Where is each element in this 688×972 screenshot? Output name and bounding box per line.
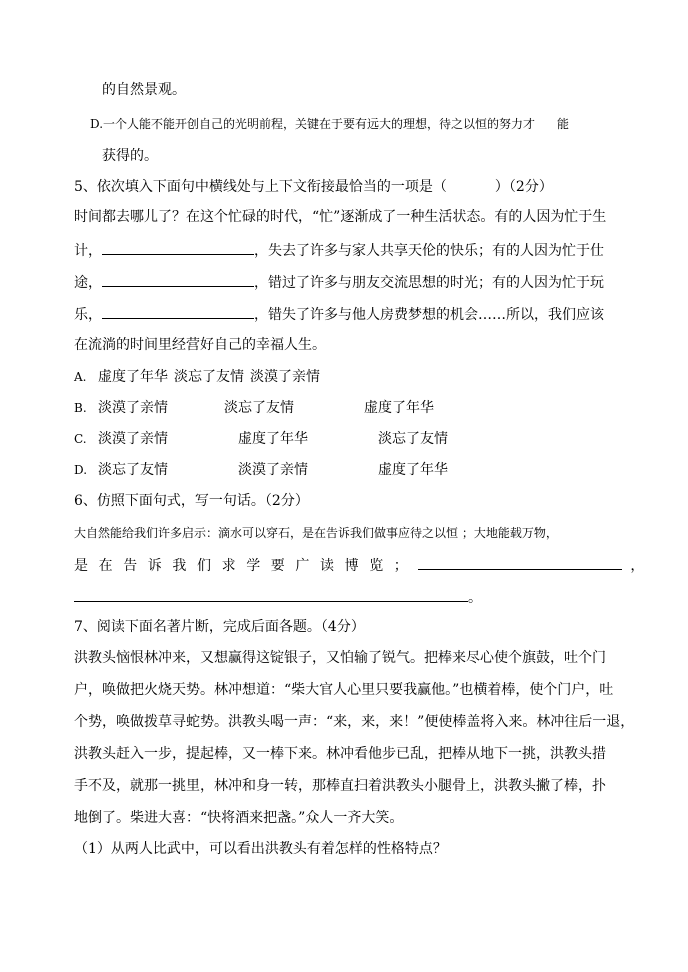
passage-line: 在流淌的时间里经营好自己的幸福人生。 bbox=[74, 337, 326, 353]
passage-line: 手不及，就那一挑里，林冲和身一转，那棒直扫着洪教头小腿骨上，洪教头撇了棒，扑 bbox=[74, 778, 606, 794]
fill-blank-1[interactable] bbox=[102, 240, 254, 255]
option-b[interactable] bbox=[74, 398, 434, 418]
option-part: 淡忘了友情 bbox=[98, 462, 168, 478]
option-part: 淡漠了亲情 bbox=[238, 462, 308, 478]
option-label: C. bbox=[74, 432, 87, 446]
passage-text: 途， bbox=[74, 275, 102, 291]
option-d-line bbox=[90, 114, 569, 134]
passage-line: 地倒了。柴进大喜：“快将酒来把盏。”众人一齐大笑。 bbox=[74, 810, 404, 826]
passage-line: 洪教头赶入一步，提起棒，又一棒下来。林冲看他步已乱，把棒从地下一挑，洪教头措 bbox=[74, 746, 606, 762]
option-part: 淡漠了亲情 bbox=[98, 400, 168, 416]
question-6-line bbox=[74, 555, 644, 576]
option-label: B. bbox=[74, 401, 87, 415]
passage-text: ，错过了许多与朋友交流思想的时光；有的人因为忙于玩 bbox=[254, 275, 604, 291]
passage-line: 时间都去哪儿了？在这个忙碌的时代，“忙”逐渐成了一种生活状态。有的人因为忙于生 bbox=[74, 209, 607, 225]
question-5-stem-suffix: ）（2分） bbox=[494, 179, 553, 195]
option-label: A. bbox=[74, 370, 87, 384]
passage-text: ，错失了许多与他人房费梦想的机会……所以，我们应该 bbox=[254, 307, 604, 323]
punctuation: 。 bbox=[468, 590, 482, 606]
passage-line: 户，唤做把火烧天势。林冲想道：“柴大官人心里只要我赢他。”也横着棒，使个门户，吐 bbox=[74, 682, 614, 698]
option-label: D. bbox=[74, 463, 88, 477]
option-d-tail: 能 bbox=[557, 117, 570, 131]
question-6-line bbox=[74, 587, 482, 608]
option-part: 淡漠了亲情 bbox=[250, 369, 320, 385]
passage-line: 个势，唤做拨草寻蛇势。洪教头喝一声：“来，来，来！”便使棒盖将入来。林冲往后一退， bbox=[74, 714, 635, 730]
option-d-text: D.一个人能不能开创自己的光明前程，关键在于要有远大的理想，待之以恒的努力才 bbox=[90, 117, 536, 131]
option-d[interactable] bbox=[74, 460, 448, 480]
option-a[interactable] bbox=[74, 367, 320, 387]
option-part: 淡忘了友情 bbox=[378, 431, 448, 447]
option-part: 淡忘了友情 bbox=[224, 400, 294, 416]
answer-blank-2[interactable] bbox=[74, 587, 468, 602]
passage-line bbox=[74, 272, 604, 293]
question-7-subquestion-1: （1）从两人比武中，可以看出洪教头有着怎样的性格特点？ bbox=[74, 841, 447, 857]
passage-text: 计， bbox=[74, 243, 102, 259]
fill-blank-3[interactable] bbox=[102, 304, 254, 319]
question-6-stem: 6、仿照下面句式，写一句话。（2分） bbox=[74, 493, 309, 509]
passage-line bbox=[74, 240, 604, 261]
option-part: 淡忘了友情 bbox=[174, 369, 244, 385]
passage-line: 洪教头恼恨林冲来，又想赢得这锭银子，又怕输了锐气。把棒来尽心使个旗鼓，吐个门 bbox=[74, 650, 606, 666]
passage-line bbox=[74, 304, 604, 325]
fill-blank-2[interactable] bbox=[102, 272, 254, 287]
question-6-example: 大自然能给我们许多启示：滴水可以穿石，是在告诉我们做事应待之以恒 ；大地能载万物， bbox=[74, 526, 558, 540]
option-part: 虚度了年华 bbox=[98, 369, 168, 385]
option-d-continuation: 获得的。 bbox=[102, 148, 158, 164]
question-7-stem: 7、阅读下面名著片断，完成后面各题。（4分） bbox=[74, 619, 365, 635]
option-part: 虚度了年华 bbox=[378, 462, 448, 478]
previous-option-continuation: 的自然景观。 bbox=[102, 82, 186, 98]
option-part: 虚度了年华 bbox=[238, 431, 308, 447]
option-part: 淡漠了亲情 bbox=[98, 431, 168, 447]
answer-blank-1[interactable] bbox=[418, 555, 622, 570]
question-6-prompt: 是在告诉我们求学要广读博览； bbox=[74, 558, 419, 574]
question-5-stem-prefix: 5、依次填入下面句中横线处与上下文衔接最恰当的一项是（ bbox=[74, 179, 447, 195]
punctuation: ， bbox=[630, 558, 645, 574]
option-part: 虚度了年华 bbox=[364, 400, 434, 416]
question-5-stem bbox=[74, 177, 553, 197]
passage-text: ，失去了许多与家人共享天伦的快乐；有的人因为忙于仕 bbox=[254, 243, 604, 259]
passage-text: 乐， bbox=[74, 307, 102, 323]
option-c[interactable] bbox=[74, 429, 448, 449]
